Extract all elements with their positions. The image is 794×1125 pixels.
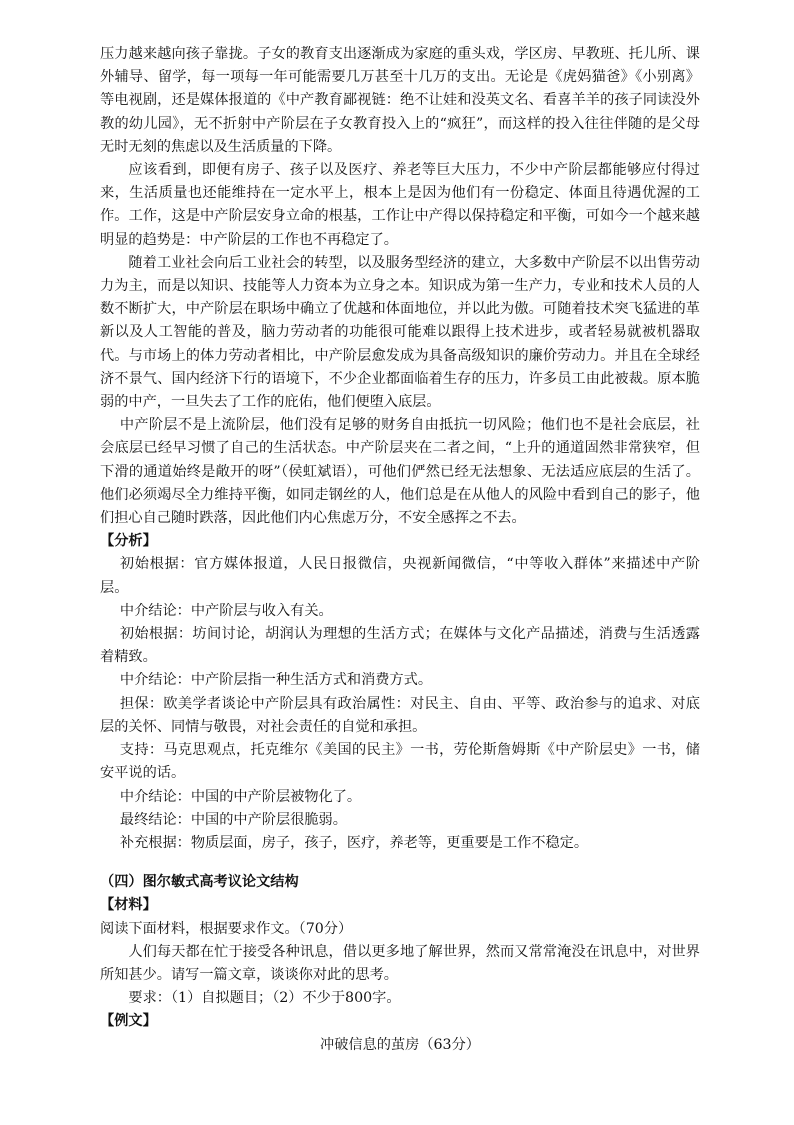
analysis-item: 中介结论：中产阶层指一种生活方式和消费方式。 xyxy=(119,672,433,689)
analysis-item: 最终结论：中国的中产阶层很脆弱。 xyxy=(119,811,347,828)
example-heading: 【例文】 xyxy=(100,1013,157,1030)
example-title: 冲破信息的茧房（63分） xyxy=(320,1036,480,1053)
essay-requirements: 要求：（1）自拟题目；（2）不少于800字。 xyxy=(128,990,401,1007)
essay-material: 人们每天都在忙于接受各种讯息，借以更多地了解世界，然而又常常淹没在讯息中，对世界所知甚少。请写一篇文章，谈谈你对此的思考。 xyxy=(100,943,700,983)
section-gap xyxy=(100,855,700,871)
analysis-heading: 【分析】 xyxy=(100,533,157,550)
section-title: （四）图尔敏式高考议论文结构 xyxy=(100,874,299,891)
material-heading: 【材料】 xyxy=(100,897,157,914)
analysis-item: 初始根据：官方媒体报道，人民日报微信，央视新闻微信，“中等收入群体”来描述中产阶层。 xyxy=(100,556,700,596)
analysis-item: 初始根据：坊间讨论，胡润认为理想的生活方式；在媒体与文化产品描述，消费与生活透露着精致。 xyxy=(100,626,700,666)
analysis-item: 担保：欧美学者谈论中产阶层具有政治属性：对民主、自由、平等、政治参与的追求、对底层的关怀、同情与敬畏，对社会责任的自觉和承担。 xyxy=(100,695,700,735)
analysis-item: 支持：马克思观点，托克维尔《美国的民主》一书，劳伦斯詹姆斯《中产阶层史》一书，储安平说的话。 xyxy=(100,742,700,782)
analysis-item: 中介结论：中国的中产阶层被物化了。 xyxy=(119,788,362,805)
document-body xyxy=(100,43,700,1057)
paragraph-work-foundation: 应该看到，即便有房子、孩子以及医疗、养老等巨大压力，不少中产阶层都能够应付得过来，生活质量也还能维持在一定水平上，根本上是因为他们有一份稳定、体面且待遇优渥的工作。工作，这是中产阶层安身立命的根基，工作让中产得以保持稳定和平衡，可如今一个越来越明显的趋势是：中产阶层的工作也不再稳定了。 xyxy=(100,162,700,248)
essay-instruction: 阅读下面材料，根据要求作文。（70分） xyxy=(100,920,353,937)
paragraph-middle-class-anxiety: 中产阶层不是上流阶层，他们没有足够的财务自由抵抗一切风险；他们也不是社会底层，社会底层已经早习惯了自己的生活状态。中产阶层夹在二者之间，“上升的通道固然非常狭窄，但下滑的通道始终是敞开的呀”（侯虹斌语），可他们俨然已经无法想象、无法适应底层的生活了。他们必须竭尽全力维持平衡，如同走钢丝的人，他们总是在从他人的风险中看到自己的影子，他们担心自己随时跌落，因此他们内心焦虑万分，不安全感挥之不去。 xyxy=(100,417,700,527)
paragraph-postindustrial: 随着工业社会向后工业社会的转型，以及服务型经济的建立，大多数中产阶层不以出售劳动力为主，而是以知识、技能等人力资本为立身之本。知识成为第一生产力，专业和技术人员的人数不断扩大，中产阶层在职场中确立了优越和体面地位，并以此为傲。可随着技术突飞猛进的革新以及人工智能的普及，脑力劳动者的功能很可能难以跟得上技术进步，或者轻易就被机器取代。与市场上的体力劳动者相比，中产阶层愈发成为具备高级知识的廉价劳动力。并且在全球经济不景气、国内经济下行的语境下，不少企业都面临着生存的压力，许多员工由此被裁。原本脆弱的中产，一旦失去了工作的庇佑，他们便堕入底层。 xyxy=(100,254,700,411)
paragraph-education: 压力越来越向孩子靠拢。子女的教育支出逐渐成为家庭的重头戏，学区房、早教班、托儿所、课外辅导、留学，每一项每一年可能需要几万甚至十几万的支出。无论是《虎妈猫爸》《小别离》等电视剧，还是媒体报道的《中产教育鄙视链：绝不让娃和没英文名、看喜羊羊的孩子同读没外教的幼儿园》，无不折射中产阶层在子女教育投入上的“疯狂”，而这样的投入往往伴随的是父母无时无刻的焦虑以及生活质量的下降。 xyxy=(100,46,700,155)
analysis-item: 补充根据：物质层面，房子，孩子，医疗，养老等，更重要是工作不稳定。 xyxy=(119,834,589,851)
analysis-item: 中介结论：中产阶层与收入有关。 xyxy=(119,602,333,619)
